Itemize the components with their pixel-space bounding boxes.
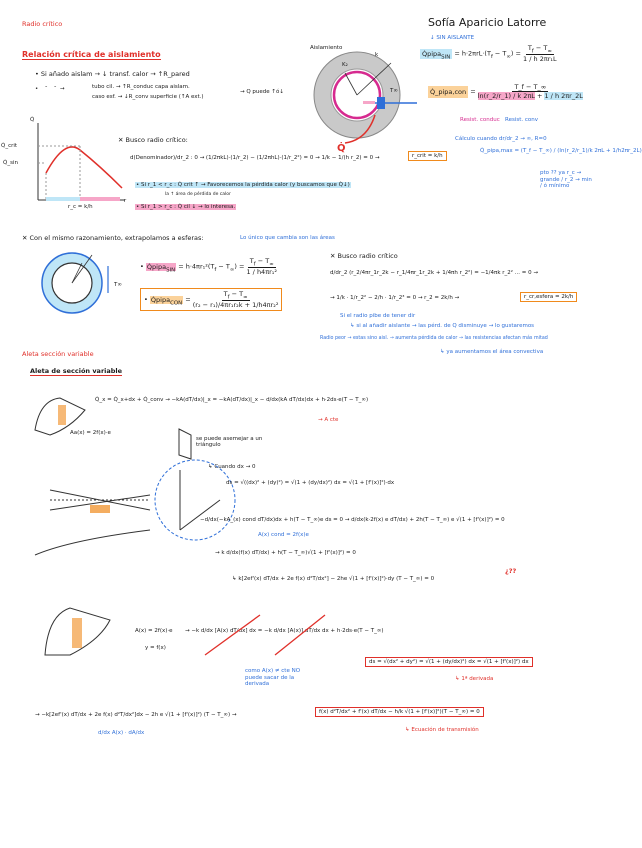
transmission-equation-label: ↳ Ecuación de transmisión xyxy=(405,727,479,733)
cylinder-case-line: tubo cil. → ↑R_conduc capa aislam. xyxy=(92,84,190,90)
sphere-extrapolation-heading: ✕ Con el mismo razonamiento, extrapolamos a esferas: xyxy=(22,234,204,242)
bullet-r1-subnote: la ↑ área de pérdida de calor xyxy=(165,192,231,197)
fin-equation-2: −d/dx(−kA_(x) cond dT/dx)dx + h(T − T_∞)e ds = 0 → d/dx(k·2f(x) e dT/dx) + 2h(T − T_∞) e √(1 + [f'(x)]²) = 0 xyxy=(200,517,505,523)
fin-equation-4: ↳ k[2ef'(x) dT/dx + 2e f(x) d²T/dx²] − 2he √(1 + [f'(x)]²)·dy (T − T_∞) = 0 xyxy=(232,576,435,582)
no-insulation-label: ↓ SIN AISLANTE xyxy=(430,35,475,41)
q-without-insulation-formula: Q̇pipa$_{SIN}$ = $h\cdot 2\pi rL\cdot(T_f - T_\infty)$ = $\frac{T_f - T_\infty}{\text{1 / h 2πr₁L}}$ xyxy=(422,44,557,64)
area-formula: Aa(x) = 2f(x)·e xyxy=(70,430,111,436)
triangle-sketch xyxy=(175,425,195,465)
pipe-insulation-diagram xyxy=(305,45,425,155)
plot-q-axis: Q̇ xyxy=(30,117,35,123)
sphere-critical-radius-search: ✕ Busco radio crítico xyxy=(330,252,398,260)
fin-equation-6-note: d/dx A(x) · dA/dx xyxy=(98,730,145,736)
plot-rc-label: r_c = k/h xyxy=(68,204,93,210)
critical-radius-cylinder: r_crit = k/h xyxy=(408,151,447,161)
fin-equation-3: → k d/dx(f(x) dT/dx) + h(T − T_∞)√(1 + [f'(x)]²) = 0 xyxy=(215,550,356,556)
critical-radius-search: ✕ Busco radio crítico: xyxy=(118,136,188,144)
side-note: pto ?? ya r_c → grande / r_2 → min / ó mínimo xyxy=(540,170,592,190)
area-note: → A cte xyxy=(318,417,339,423)
sphere-note-2: ↳ si al añadir aislante → las pérd. de Q disminuye → lo gustaremos xyxy=(350,323,535,329)
first-derivative-note: ↳ 1ª derivada xyxy=(455,676,494,682)
sphere-q-without-insulation: • Q̇pipa$_{SIN}$ = $h\cdot 4\pi r_1^2(T_f - T_\infty)$ = $\frac{T_f - T_\infty}{\text{1 / h4πr₁²}}$ xyxy=(140,257,277,277)
author-name: Sofía Aparicio Latorre xyxy=(428,16,547,29)
plot-r-axis: r xyxy=(124,198,127,204)
ds-expression-2: ds = √(dx² + dy²) = √(1 + (dy/dx)²) dx = √(1 + [f'(x)]²) dx xyxy=(365,657,533,667)
question-marks: ¿?? xyxy=(505,567,517,575)
strike-marks xyxy=(200,610,330,660)
tinf-label: T∞ xyxy=(390,88,398,94)
q-vs-r-plot xyxy=(20,118,130,213)
ds-expression: ds = √((dx)² + (dy)²) = √(1 + (dy/dx)²) dx = √(1 + [f'(x)]²)·dx xyxy=(226,480,395,486)
r2-label: K₂ xyxy=(342,62,348,68)
sphere-derivative-equation: d/dr_2 (r_2/4πr_1r_2k − r_1/4πr_1r_2k + 1/4πh r_2²) = −1/4πk r_2² ... = 0 → xyxy=(330,270,538,276)
sphere-heading-note: Lo único que cambia son las áreas xyxy=(240,235,335,241)
bullets-dots: • ″ ″ → xyxy=(35,86,65,92)
fin-equation-6: → −k[2ef'(x) dT/dx + 2e f(x) d²T/dx²]dx − 2h e √(1 + [f'(x)]²) (T − T_∞) → xyxy=(35,712,237,718)
resistance-labels: Resist. conduc Resist. conv xyxy=(460,117,538,123)
q-dot-label: Q̇ xyxy=(337,143,346,154)
sphere-tinf-label: T∞ xyxy=(114,282,122,288)
insulation-effect-line: • Si añado aislam → ↓ transf. calor → ↑R_pared xyxy=(35,70,190,78)
page-topic: Radio crítico xyxy=(22,20,63,28)
fin-energy-balance: Q̇_x = Q̇_x+dx + Q̇_conv → −kA(dT/dx)|_x = −kA(dT/dx)|_x − d/dx(kA dT/dx)dx + h·2ds·e(T − T_∞) xyxy=(95,397,369,403)
dx-limit: ↳ Cuando dx → 0 xyxy=(208,464,256,470)
bullet-r1-greater-rc: • Si r_1 > r_c : Q̇ cil ↓ → lo interesa. xyxy=(136,204,236,210)
calc-note: Cálculo cuando dr/dr_2 → ∞, R=0 xyxy=(455,136,547,142)
fin-equation-5-note: como A(x) ≠ cte NO puede sacar de la derivada xyxy=(245,668,301,688)
plot-qcrit-label: Q̇_crit xyxy=(1,143,18,149)
q-change-note: → Q puede ↑ó↓ xyxy=(240,89,284,95)
sphere-note-3: Radio peor → estas sino aisl. → aumenta pérdida de calor → las resistencias afectan más mitad xyxy=(320,336,548,341)
k-label: k xyxy=(375,52,379,58)
plot-qsin-label: Q̇_sin xyxy=(3,160,18,166)
variable-fin-subheading: Aleta de sección variable xyxy=(30,367,123,375)
transmission-equation: f(x) d²T/dx² + f'(x) dT/dx − h/k √(1 + [f'(x)]²)(T − T_∞) = 0 xyxy=(315,707,484,717)
derivative-equation: d(Denominador)/dr_2 : 0 → (1/2πkL)·(1/r_2) − (1/2πhL)·(1/r_2²) = 0 → 1/k − 1/(h r_2) = 0 → xyxy=(130,155,380,161)
area-formula-2: A(x) = 2f(x)·e xyxy=(135,628,173,634)
variable-fin-title: Aleta sección variable xyxy=(22,350,94,358)
sphere-note-1: Si el radio pibe de tener dir xyxy=(340,313,416,319)
sphere-case-line: caso esf. → ↓R_conv superficie (↑A ext.) xyxy=(92,94,204,100)
triangle-note: se puede asemejar a un triángulo xyxy=(196,436,263,448)
fin-equation-5: → −k d/dx [A(x) dT/dx] dx = −k d/dx [A(x)] dT/dx dx + h·2ds·e(T − T_∞) xyxy=(185,628,384,634)
y-equals-fx: y = f(x) xyxy=(145,645,166,651)
section-heading-critical-insulation: Relación crítica de aislamiento xyxy=(22,50,161,59)
sphere-q-with-insulation: • Q̇pipa$_{CON}$ = $\frac{T_f - T_\infty}{\text{(r₂ − r₁)/4πr₁r₂k + 1/h4πr₂²}}$ xyxy=(140,288,282,311)
sphere-derivative-step: → 1/k · 1/r_2² − 2/h · 1/r_2³ = 0 → r_2 = 2k/h → xyxy=(330,295,460,301)
fin-sketch-2 xyxy=(40,600,120,660)
critical-radius-sphere: r_cr,esfera = 2k/h xyxy=(520,292,577,302)
fin-equation-2-note: A(x) cond = 2f(x)e xyxy=(258,532,309,538)
sphere-note-4: ↳ ya aumentamos el área convectiva xyxy=(440,349,544,355)
insulation-label: Aislamiento xyxy=(310,45,343,51)
bullet-r1-less-rc: • Si r_1 < r_c : Q̇ crit ↑ → Favorecemos la pérdida calor (y buscamos que Q̇↓) xyxy=(136,182,350,188)
q-with-insulation-formula: Q̇_pipa,con = $\frac{T\_f - T\_\infty}{\ln(r\_2/r\_1) / k 2\pi L + 1 / h 2\pi r\_2L}$ xyxy=(430,83,583,100)
q-max-formula: Q̇_pipa,max = (T_f − T_∞) / (ln(r_2/r_1)/k 2πL + 1/h2πr_2L) xyxy=(480,148,642,154)
